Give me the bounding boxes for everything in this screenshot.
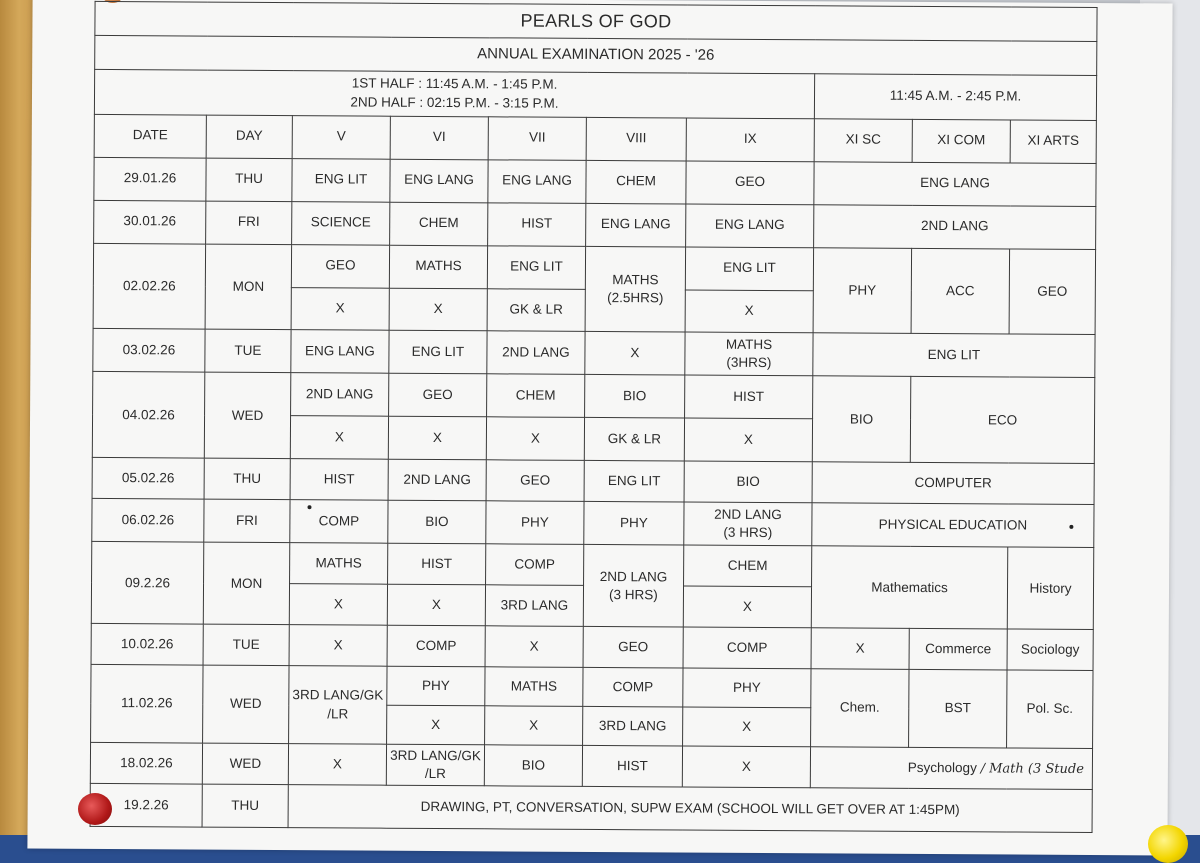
subject-cell: ENG LANG <box>586 203 686 247</box>
col-header-viii: VIII <box>586 117 686 161</box>
subject-cell <box>810 747 1092 790</box>
subject-cell: X <box>288 744 386 786</box>
date-cell: 30.01.26 <box>94 200 206 244</box>
subject-cell: PHY <box>486 501 584 545</box>
subject-cell: GEO <box>486 460 584 502</box>
subject-cell: X <box>585 332 685 376</box>
subject-cell: X <box>289 625 387 667</box>
col-header-xi-com: XI COM <box>912 119 1010 163</box>
subject-cell: 2ND LANG (3 HRS) <box>583 545 683 627</box>
day-cell: WED <box>202 743 288 784</box>
footer-note: DRAWING, PT, CONVERSATION, SUPW EXAM (SCHOOL WILL GET OVER AT 1:45PM) <box>288 784 1092 832</box>
subject-cell: PHY <box>813 247 912 334</box>
subject-cell: BIO <box>388 501 486 545</box>
subject-cell: X <box>290 416 388 460</box>
senior-timing: 11:45 A.M. - 2:45 P.M. <box>814 73 1096 120</box>
day-cell: TUE <box>205 330 291 374</box>
date-cell: 03.02.26 <box>93 329 205 373</box>
subject-cell: CHEM <box>487 374 585 418</box>
subject-cell: 2ND LANG <box>487 331 585 375</box>
exam-title: ANNUAL EXAMINATION 2025 - '26 <box>95 35 1097 75</box>
subject-cell: MATHS (3HRS) <box>685 333 813 377</box>
subject-cell: X <box>485 626 583 668</box>
col-header-v: V <box>292 115 390 159</box>
subject-cell: X <box>683 707 811 747</box>
subject-cell: CHEM <box>586 160 686 204</box>
day-cell: THU <box>202 784 288 828</box>
table-row <box>93 372 1095 421</box>
table-row <box>91 665 1093 710</box>
table-row <box>92 458 1094 505</box>
subject-cell: GEO <box>1009 249 1096 335</box>
subject-cell: 2ND LANG <box>388 460 486 502</box>
psychology-label: Psychology <box>907 759 977 775</box>
subject-cell: ENG LIT <box>487 245 585 289</box>
date-cell: 18.02.26 <box>90 742 202 784</box>
subject-cell: PHY <box>584 502 684 546</box>
subject-cell: X <box>684 418 812 462</box>
day-cell: MON <box>203 542 289 624</box>
subject-cell: Commerce <box>909 629 1007 671</box>
subject-cell: ECO <box>910 377 1095 464</box>
second-half-timing: 2ND HALF : 02:15 P.M. - 3:15 P.M. <box>350 94 559 111</box>
col-header-day: DAY <box>206 115 292 159</box>
subject-cell: 3RD LANG <box>583 706 683 746</box>
subject-cell: GEO <box>291 244 389 288</box>
subject-cell: BIO <box>812 376 911 463</box>
subject-cell: 2ND LANG (3 HRS) <box>684 502 812 546</box>
subject-cell: MATHS <box>389 245 487 289</box>
subject-cell: CHEM <box>390 202 488 246</box>
subject-cell: X <box>291 287 389 331</box>
subject-cell: HIST <box>388 544 486 586</box>
subject-cell: COMP <box>290 500 388 544</box>
subject-cell: GEO <box>686 161 814 205</box>
subject-cell: ENG LANG <box>686 204 814 248</box>
subject-cell: 2ND LANG <box>814 204 1096 249</box>
subject-cell: GEO <box>583 627 683 669</box>
subject-cell: Pol. Sc. <box>1007 670 1093 748</box>
subject-cell: X <box>682 746 810 788</box>
subject-cell: ENG LANG <box>814 161 1096 206</box>
subject-cell: Sociology <box>1007 629 1093 670</box>
subject-cell: BST <box>909 670 1007 748</box>
junior-timing <box>94 69 814 118</box>
subject-cell: PHY <box>387 666 485 705</box>
table-row <box>93 243 1095 292</box>
subject-cell: Mathematics <box>811 546 1007 629</box>
date-cell: 10.02.26 <box>91 624 203 666</box>
subject-cell: HIST <box>685 375 813 419</box>
subject-cell: ENG LANG <box>390 159 488 203</box>
subject-cell: Chem. <box>811 669 909 747</box>
subject-cell: ENG LIT <box>685 247 813 291</box>
subject-cell: History <box>1007 547 1093 629</box>
table-row <box>94 200 1096 249</box>
subject-cell: GK & LR <box>487 288 585 332</box>
subject-cell: SCIENCE <box>292 201 390 245</box>
subject-cell: BIO <box>585 375 685 419</box>
subject-cell: X <box>486 417 584 461</box>
subject-cell: BIO <box>684 461 812 503</box>
subject-cell: ENG LANG <box>488 159 586 203</box>
subject-cell: GK & LR <box>584 418 684 462</box>
subject-cell: ENG LANG <box>291 330 389 374</box>
subject-cell: ENG LIT <box>584 461 684 503</box>
subject-cell: X <box>389 288 487 332</box>
subject-cell: GEO <box>389 374 487 418</box>
day-cell: FRI <box>206 201 292 245</box>
subject-cell: HIST <box>488 202 586 246</box>
subject-cell: X <box>388 417 486 461</box>
subject-cell: 3RD LANG/GK /LR <box>289 666 387 744</box>
day-cell: WED <box>203 665 289 743</box>
col-header-date: DATE <box>94 114 206 158</box>
col-header-xi-arts: XI ARTS <box>1010 120 1096 164</box>
subject-cell: CHEM <box>684 545 812 587</box>
subject-cell: X <box>387 585 485 627</box>
date-cell: 02.02.26 <box>93 243 206 330</box>
subject-cell: ENG LIT <box>292 158 390 202</box>
ink-dot <box>1069 525 1073 529</box>
pushpin-icon <box>78 793 112 825</box>
subject-cell: MATHS <box>485 667 583 706</box>
subject-cell: COMPUTER <box>812 462 1094 505</box>
subject-cell: COMP <box>583 668 683 708</box>
date-cell: 11.02.26 <box>91 665 203 743</box>
table-row <box>92 499 1094 548</box>
day-cell: FRI <box>204 499 290 543</box>
table-row <box>90 742 1092 789</box>
subject-cell: 2ND LANG <box>291 373 389 417</box>
day-cell: THU <box>206 158 292 202</box>
subject-cell: X <box>683 586 811 628</box>
col-header-ix: IX <box>686 118 814 162</box>
col-header-vii: VII <box>488 116 586 160</box>
subject-cell: PHYSICAL EDUCATION <box>812 503 1094 548</box>
table-row <box>91 624 1093 671</box>
subject-cell: MATHS <box>290 543 388 585</box>
table-row <box>92 542 1094 589</box>
timetable-sheet <box>27 0 1172 855</box>
col-header-xi-sc: XI SC <box>814 118 912 162</box>
subject-cell: ENG LIT <box>813 333 1095 378</box>
subject-cell: MATHS (2.5HRS) <box>585 246 686 333</box>
table-row <box>94 157 1096 206</box>
day-cell: TUE <box>203 624 289 665</box>
subject-cell: HIST <box>290 459 388 501</box>
subject-cell: X <box>485 706 583 745</box>
date-cell: 04.02.26 <box>92 372 205 459</box>
subject-cell: 3RD LANG <box>485 585 583 627</box>
date-cell: 09.2.26 <box>91 542 203 625</box>
exam-timetable <box>90 1 1098 833</box>
subject-cell: X <box>289 584 387 626</box>
school-name: PEARLS OF GOD <box>95 1 1097 41</box>
subject-cell: 3RD LANG/GK /LR <box>386 744 484 786</box>
subject-cell: COMP <box>683 627 811 669</box>
date-cell: 29.01.26 <box>94 157 206 201</box>
subject-cell: X <box>685 290 813 334</box>
subject-cell: COMP <box>486 544 584 586</box>
pushpin-icon <box>1148 825 1188 863</box>
subject-cell: ACC <box>911 248 1010 335</box>
col-header-vi: VI <box>390 116 488 160</box>
day-cell: WED <box>204 373 291 459</box>
first-half-timing: 1ST HALF : 11:45 A.M. - 1:45 P.M. <box>351 75 558 93</box>
subject-cell: COMP <box>387 625 485 667</box>
subject-cell: PHY <box>683 668 811 708</box>
table-row <box>93 329 1095 378</box>
subject-cell: X <box>387 705 485 744</box>
date-cell: 06.02.26 <box>92 499 204 543</box>
date-cell: 05.02.26 <box>92 458 204 500</box>
subject-cell: HIST <box>582 745 682 787</box>
day-cell: MON <box>205 244 292 330</box>
handwritten-note: / Math (3 Stude <box>980 760 1084 777</box>
ink-dot <box>307 505 311 509</box>
subject-cell: BIO <box>484 745 582 787</box>
date-cell: 19.2.26 <box>90 783 202 827</box>
table-row <box>90 783 1092 832</box>
subject-cell: X <box>811 628 909 670</box>
subject-cell: ENG LIT <box>389 331 487 375</box>
day-cell: THU <box>204 459 290 500</box>
